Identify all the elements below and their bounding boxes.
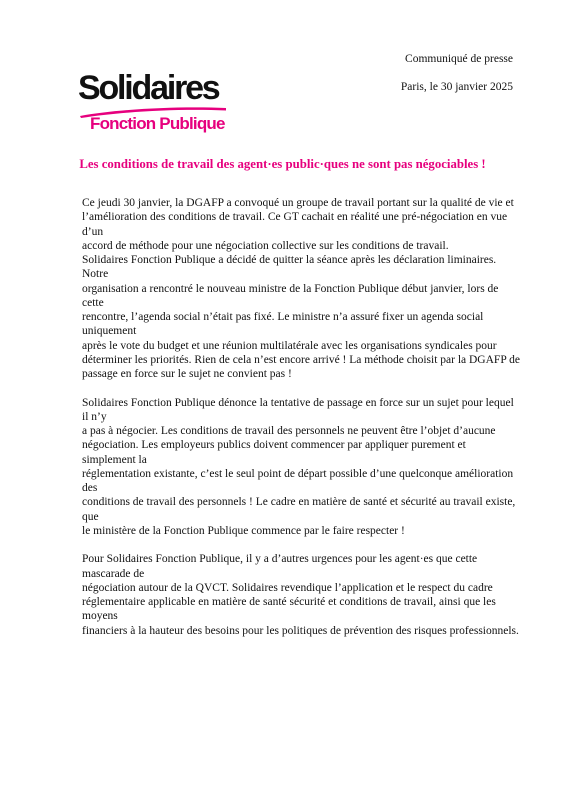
text-line: réglementaire applicable en matière de santé sécurité et conditions de travail, ainsi que les moyens: [82, 596, 496, 623]
place-date: Paris, le 30 janvier 2025: [400, 81, 513, 93]
text-line: réglementation existante, c’est le seul point de départ possible d’une quelconque amélioration des: [82, 467, 514, 494]
paragraph: [82, 396, 522, 539]
logo-brand-text: Solidaires: [78, 69, 219, 107]
logo-sub-text: Fonction Publique: [90, 114, 225, 133]
text-line: Pour Solidaires Fonction Publique, il y a d’autres urgences pour les agent·es que cette mascarade de: [82, 553, 478, 580]
text-line: négociation. Les employeurs publics doivent commencer par appliquer purement et simplement la: [82, 439, 466, 466]
text-line: l’amélioration des conditions de travail. Ce GT cachait en réalité une pré-négociation en vue d’un: [82, 211, 508, 238]
text-line: passage en force sur le sujet ne convient pas !: [82, 368, 292, 380]
text-line: accord de méthode pour une négociation collective sur les conditions de travail.: [82, 239, 449, 252]
press-type-label: Communiqué de presse: [405, 53, 513, 65]
paragraph: [82, 552, 522, 638]
text-line: financiers à la hauteur des besoins pour les politiques de prévention des risques professionnels.: [82, 624, 519, 637]
text-line: négociation autour de la QVCT. Solidaires revendique l’application et le respect du cadre: [82, 581, 493, 594]
text-line: Solidaires Fonction Publique dénonce la tentative de passage en force sur un sujet pour lequel il n’y: [82, 396, 514, 423]
text-line: Ce jeudi 30 janvier, la DGAFP a convoqué un groupe de travail portant sur la qualité de vie et: [82, 197, 514, 209]
text-line: Solidaires Fonction Publique a décidé de quitter la séance après les déclaration liminaires. Notre: [82, 254, 497, 281]
text-line: le ministère de la Fonction Publique commence par le faire respecter !: [82, 524, 405, 537]
paragraph: [82, 196, 522, 381]
text-line: conditions de travail des personnels ! Le cadre en matière de santé et sécurité au travail existe, que: [82, 496, 516, 523]
text-line: après le vote du budget et une réunion multilatérale avec les organisations syndicales pour: [82, 339, 497, 352]
text-line: organisation a rencontré le nouveau ministre de la Fonction Publique début janvier, lors de cette: [82, 282, 499, 309]
text-line: rencontre, l’agenda social n’était pas fixé. Le ministre n’a assuré fixer un agenda social uniquement: [82, 311, 484, 338]
text-line: déterminer les priorités. Rien de cela n’est encore arrivé ! La méthode choisit par la DGAFP de: [82, 353, 521, 366]
text-line: a pas à négocier. Les conditions de travail des personnels ne peuvent être l’objet d’aucune: [82, 425, 496, 437]
body-text: [82, 196, 522, 652]
solidaires-logo: [78, 71, 238, 141]
headline: Les conditions de travail des agent·es public·ques ne sont pas négociables !: [79, 157, 486, 171]
